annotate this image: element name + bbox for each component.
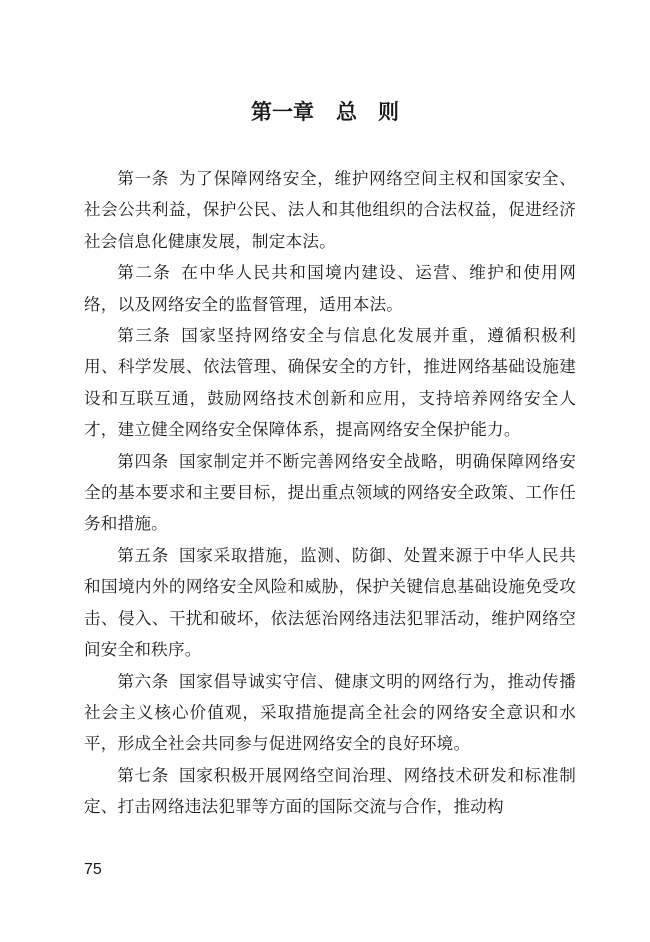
article-4 xyxy=(84,446,576,540)
article-label: 第三条 xyxy=(117,326,172,346)
article-text: 国家坚持网络安全与信息化发展并重，遵循积极利用、科学发展、依法管理、确保安全的方针，推进网络基础设施建设和互联互通，鼓励网络技术创新和应用，支持培养网络安全人才，建立健全网络安全保障体系，提高网络安全保护能力。 xyxy=(84,326,576,440)
article-text: 国家积极开展网络空间治理、网络技术研发和标准制定、打击网络违法犯罪等方面的国际交流与合作，推动构 xyxy=(84,765,576,817)
article-label: 第六条 xyxy=(117,671,170,691)
chapter-name: 总 则 xyxy=(336,100,399,124)
article-label: 第七条 xyxy=(117,765,170,785)
article-label: 第四条 xyxy=(117,451,170,471)
article-text: 在中华人民共和国境内建设、运营、维护和使用网络，以及网络安全的监督管理，适用本法。 xyxy=(84,263,576,314)
chapter-number: 第一章 xyxy=(251,100,314,124)
article-2 xyxy=(84,257,576,320)
article-text: 国家倡导诚实守信、健康文明的网络行为，推动传播社会主义核心价值观，采取措施提高全社会的网络安全意识和水平，形成全社会共同参与促进网络安全的良好环境。 xyxy=(84,671,576,754)
article-label: 第二条 xyxy=(117,263,172,283)
article-3 xyxy=(84,320,576,446)
article-label: 第一条 xyxy=(117,169,170,188)
article-5 xyxy=(84,540,576,666)
article-text: 国家采取措施，监测、防御、处置来源于中华人民共和国境内外的网络安全风险和威胁，保护关键信息基础设施免受攻击、侵入、干扰和破坏，依法惩治网络违法犯罪活动，维护网络空间安全和秩序。 xyxy=(84,545,576,660)
article-list xyxy=(84,163,576,823)
article-text: 国家制定并不断完善网络安全战略，明确保障网络安全的基本要求和主要目标，提出重点领域的网络安全政策、工作任务和措施。 xyxy=(84,451,576,534)
article-6 xyxy=(84,666,576,760)
article-7 xyxy=(84,760,576,823)
article-label: 第五条 xyxy=(117,545,170,565)
article-1 xyxy=(84,163,576,257)
chapter-title xyxy=(0,96,650,126)
page-number: 75 xyxy=(84,861,102,878)
article-text: 为了保障网络安全，维护网络空间主权和国家安全、社会公共利益，保护公民、法人和其他组织的合法权益，促进经济社会信息化健康发展，制定本法。 xyxy=(84,169,576,251)
